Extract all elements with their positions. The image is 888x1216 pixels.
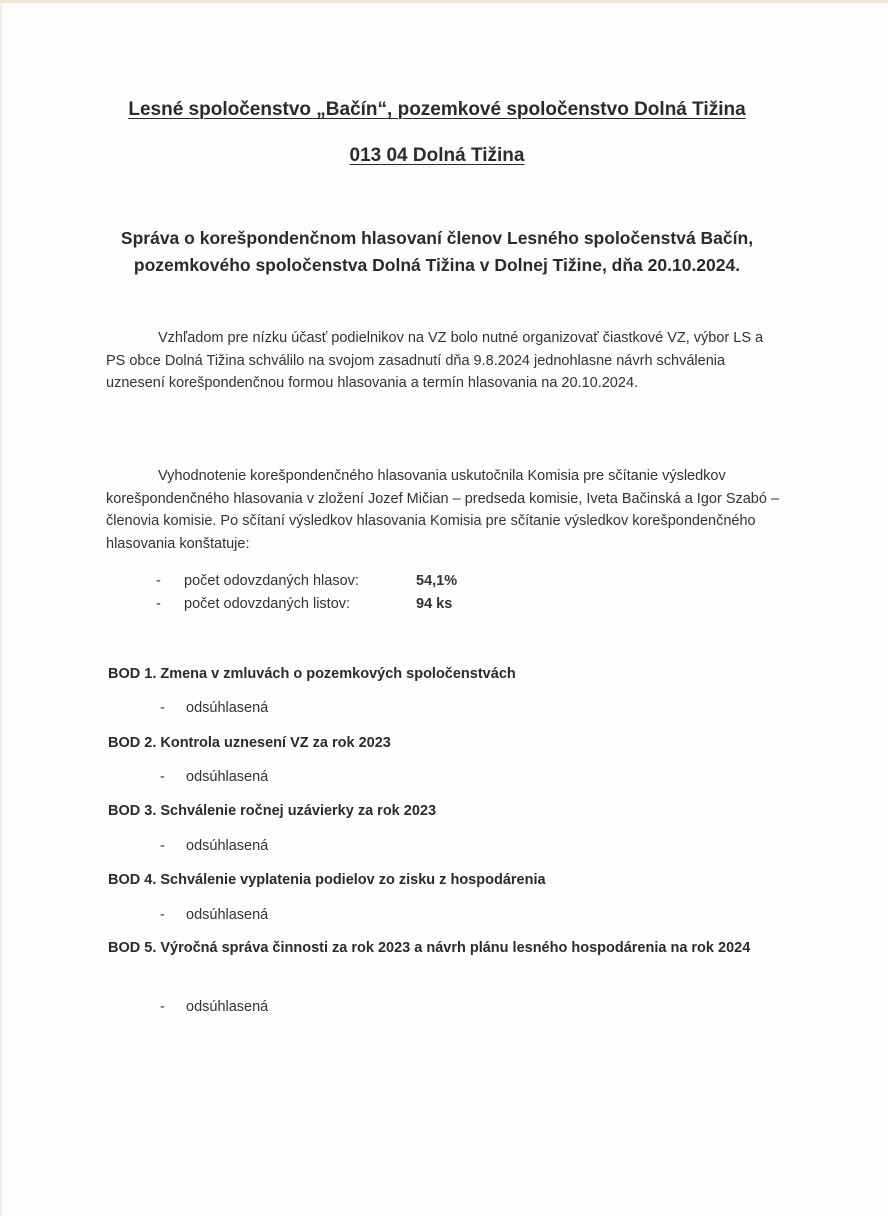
intro-text: Vzhľadom pre nízku účasť podielnikov na VZ bolo nutné organizovať čiastkové VZ, výbor LS a PS obce Dolná Tižina schválilo na svojom zasadnutí dňa 9.8.2024 jednohlasne návrh schválenia uznesení korešpondenčnou formou hlasovania a termín hlasovania na 20.10.2024. xyxy=(106,330,764,391)
stat-ballots-label: počet odovzdaných listov: xyxy=(184,596,351,612)
item-5-result xyxy=(160,999,268,1015)
organization-address: 013 04 Dolná Tižina xyxy=(349,145,525,166)
organization-name: Lesné spoločenstvo „Bačín“, pozemkové spoločenstvo Dolná Tižina xyxy=(128,99,746,120)
item-5-result-text: odsúhlasená xyxy=(186,999,269,1015)
item-2-result xyxy=(160,769,268,785)
report-title-line-2: pozemkového spoločenstva Dolná Tižina v Dolnej Tižine, dňa 20.10.2024. xyxy=(133,255,741,275)
list-dash: - xyxy=(160,999,165,1015)
evaluation-text: Vyhodnotenie korešpondenčného hlasovania uskutočnila Komisia pre sčítanie výsledkov korešpondenčného hlasovania v zložení Jozef Mičian – predseda komisie, Iveta Bačinská a Igor Szabó – členovia komisie. Po sčítaní výsledkov hlasovania Komisia pre sčítanie výsledkov korešpondenčného hlasovania konštatuje: xyxy=(106,468,780,552)
list-dash: - xyxy=(156,596,161,612)
item-1-title: BOD 1. Zmena v zmluvách o pozemkových spoločenstvách xyxy=(108,666,516,682)
list-dash: - xyxy=(160,907,165,923)
item-2-title: BOD 2. Kontrola uznesení VZ za rok 2023 xyxy=(108,735,391,751)
address-heading xyxy=(2,145,872,167)
intro-paragraph xyxy=(106,327,786,395)
item-5-title: BOD 5. Výročná správa činnosti za rok 2023 a návrh plánu lesného hospodárenia na rok 2024 xyxy=(108,940,751,956)
report-title xyxy=(2,225,872,279)
stat-votes-label: počet odovzdaných hlasov: xyxy=(184,573,359,589)
list-dash: - xyxy=(160,838,165,854)
list-dash: - xyxy=(156,573,161,589)
item-1-result xyxy=(160,700,268,716)
stat-votes-value: 54,1% xyxy=(416,573,458,589)
item-4-title: BOD 4. Schválenie vyplatenia podielov zo zisku z hospodárenia xyxy=(108,872,546,888)
item-1-result-text: odsúhlasená xyxy=(186,700,269,716)
evaluation-paragraph xyxy=(106,465,786,555)
item-4-result xyxy=(160,907,268,923)
list-dash: - xyxy=(160,769,165,785)
item-3-title: BOD 3. Schválenie ročnej uzávierky za rok 2023 xyxy=(108,803,437,819)
item-2-result-text: odsúhlasená xyxy=(186,769,269,785)
stat-ballots-value: 94 ks xyxy=(416,596,453,612)
item-4-result-text: odsúhlasená xyxy=(186,907,269,923)
item-3-result xyxy=(160,838,268,854)
organization-heading xyxy=(2,99,872,121)
report-title-line-1: Správa o korešpondenčnom hlasovaní členov Lesného spoločenstvá Bačín, xyxy=(120,228,754,248)
item-3-result-text: odsúhlasená xyxy=(186,838,269,854)
list-dash: - xyxy=(160,700,165,716)
